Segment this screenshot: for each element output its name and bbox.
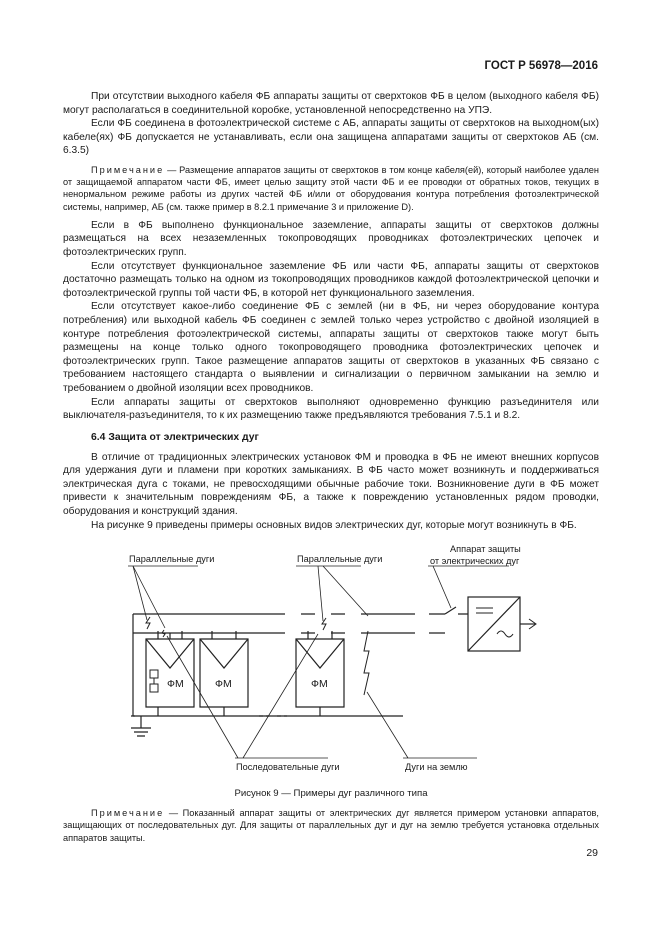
paragraph: При отсутствии выходного кабеля ФБ аппараты защиты от сверхтоков ФБ в целом (выходного кабеля ФБ) могут располагаться в соединительной коробке, установленной непосредственно на УПЭ.	[63, 91, 599, 116]
note-label: Примечание	[91, 164, 165, 175]
label-series-arcs: Последовательные дуги	[236, 762, 340, 773]
paragraph: На рисунке 9 приведены примеры основных видов электрических дуг, которые могут возникнуть в ФБ.	[91, 519, 577, 531]
leader-parallel-1	[128, 566, 198, 628]
inverter-diagonal	[468, 597, 520, 651]
paragraph: Если в ФБ выполнено функциональное заземление, аппараты защиты от сверхтоков должны размещаться на всех незаземленных токопроводящих проводниках фотоэлектрических цепочек и фотоэлектрических групп.	[63, 219, 599, 258]
figure-9	[63, 536, 599, 786]
label-parallel-arcs: Параллельные дуги	[129, 554, 215, 565]
leader-parallel-2	[296, 566, 368, 621]
note-text: — Показанный аппарат защиты от электрических дуг является примером установки аппаратов, защищающих от последовательных дуг. Для защиты от параллельных дуг и дуг на землю требуется установка отдельных аппаратов защиты.	[63, 808, 599, 843]
paragraph: Если аппараты защиты от сверхтоков выполняют одновременно функцию разъединителя или выключателя-разъединителя, то к их размещению также предъявляются требования 7.5.1 и 8.2.	[63, 396, 599, 422]
note-label: Примечание	[91, 808, 165, 819]
label-arc-device: от электрических дуг	[430, 556, 520, 567]
inverter-ac-symbol	[497, 631, 513, 637]
left-rail	[131, 614, 135, 716]
document-code: ГОСТ Р 56978—2016	[484, 60, 598, 72]
pv-module-1	[146, 631, 194, 707]
arc-device-switch	[445, 607, 468, 614]
label-arc-device: Аппарат защиты	[450, 544, 521, 555]
module-label: ФМ	[167, 678, 184, 691]
label-parallel-arcs: Параллельные дуги	[297, 554, 383, 565]
note-text: — Размещение аппаратов защиты от сверхтоков в том конце кабеля(ей), который наиболее удален от защищаемой аппаратом части ФБ, имеет целью защиту этой части ФБ и ее проводки от обратных токов, текущих в ненормальном режиме работы из других частей ФБ и/или от оборудования контура потребления фотоэлектрической системы, например, АБ (см. также пример в 8.2.1 примечание 3 и приложение D).	[63, 164, 599, 212]
pv-module-3	[296, 631, 344, 707]
arc-types-diagram	[63, 536, 599, 786]
paragraph: Если ФБ соединена в фотоэлектрической системе с АБ, аппараты защиты от сверхтоков на выходном(ых) кабеле(ях) ФБ допускается не устанавливать, если она защищена аппаратами защиты от сверхтоков АБ (см. 6.3.5)	[63, 118, 599, 157]
page-number: 29	[586, 847, 598, 859]
ground-symbol	[131, 728, 151, 736]
note	[63, 164, 599, 213]
module-label: ФМ	[311, 678, 328, 691]
paragraph: В отличие от традиционных электрических установок ФМ и проводка в ФБ не имеют внешних корпусов для удержания дуги и пламени при коротких замыканиях. В ФБ часто может возникнуть и поддерживаться электрическая дуга с токами, не превосходящими обычные рабочие токи. Возникновение дуги в ФБ может привести к значительным повреждениям ФБ, а также к повреждению установленных рядом проводки, оборудования и конструкций здания.	[63, 451, 599, 518]
module-label: ФМ	[215, 678, 232, 691]
label-ground-arcs: Дуги на землю	[405, 762, 468, 773]
paragraph: Если отсутствует функциональное заземление ФБ или части ФБ, аппараты защиты от сверхтоков достаточно размещать только на одном из токопроводящих проводников каждой фотоэлектрической цепочки и фотоэлектрической группы той части ФБ, в которой нет функционального заземления.	[63, 260, 599, 299]
paragraph: Если отсутствует какое-либо соединение ФБ с землей (ни в ФБ, ни через оборудование контура потребления) или выходной кабель ФБ соединен с землей только через устройство с двойной изоляцией в контуре потребления фотоэлектрической системы, аппараты защиты от сверхтоков также могут быть размещены на конце только одного токопроводящего проводника фотоэлектрических цепочек и фотоэлектрических групп. Такое размещение аппаратов защиты от сверхтоков в указанных ФБ связано с требованием настоящего стандарта о выявлении и сигнализации о первичном замыкании на землю и требованием о двойной изоляции всех проводников.	[63, 301, 599, 394]
section-heading: 6.4 Защита от электрических дуг	[91, 431, 259, 443]
figure-caption: Рисунок 9 — Примеры дуг различного типа	[234, 788, 428, 800]
page-content	[63, 90, 599, 850]
note	[63, 807, 599, 844]
inverter-dc-symbol	[476, 608, 493, 613]
ground-arc	[364, 631, 369, 695]
pv-module-2	[200, 631, 248, 707]
series-arc-1	[162, 630, 165, 637]
leader-ground	[367, 692, 477, 758]
